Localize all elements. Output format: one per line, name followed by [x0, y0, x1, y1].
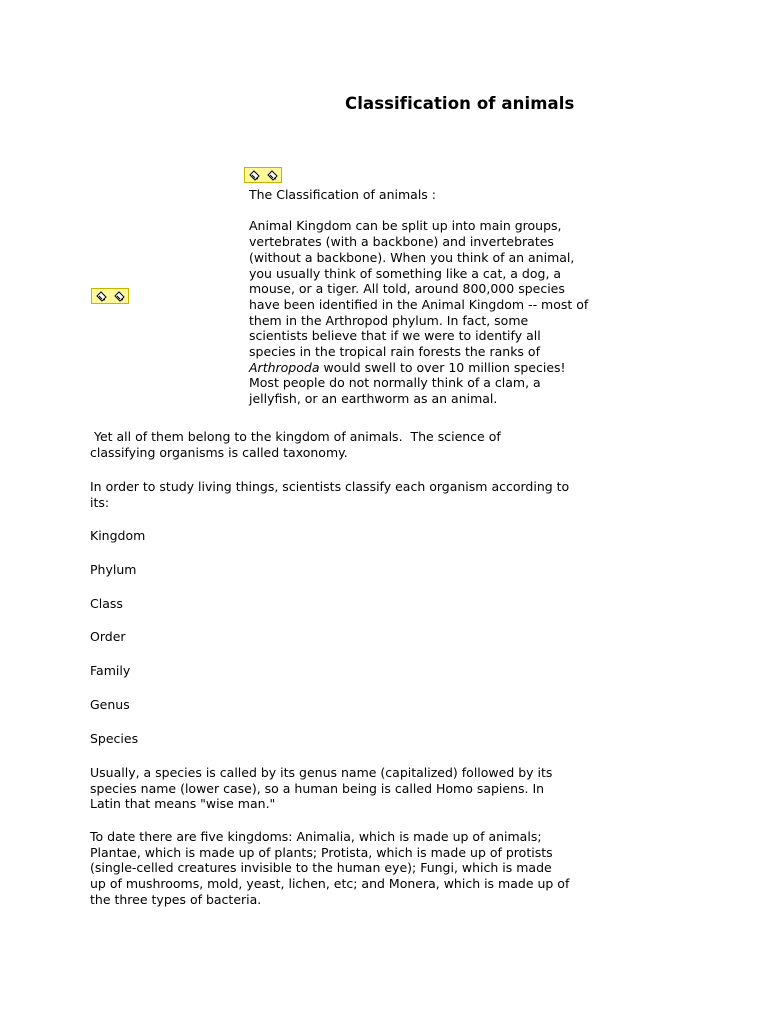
- rank-item: Class: [90, 596, 123, 611]
- rank-item: Genus: [90, 697, 130, 712]
- italic-term: Arthropoda: [249, 359, 320, 375]
- paragraph-kingdoms: To date there are five kingdoms: Animalia, which is made up of animals; Plantae, which is made up of plants; Protista, which is made up of protists (single-celled creatures invisible to the human eye); Fungi, which is made up of mushrooms, mold, yeast, lichen, etc; and Monera, which is made up of the three types of bacteria.: [90, 829, 570, 907]
- paragraph-taxonomy: Yet all of them belong to the kingdom of animals. The science of classifying organisms is called taxonomy.: [90, 429, 505, 460]
- broken-image-icon: [248, 169, 261, 182]
- paragraph-classify: In order to study living things, scientists classify each organism according to its:: [90, 479, 570, 510]
- rank-item: Family: [90, 663, 131, 678]
- intro-text: Animal Kingdom can be split up into main groups, vertebrates (with a backbone) and invertebrates (without a backbone). When you think of an animal, you usually think of something like a cat, a dog, a mouse, or a tiger. All told, around 800,000 species have been identified in the Animal Kingdom -- most of them in the Arthropod phylum. In fact, some scientists believe that if we were to identify all species in the tropical rain forests the ranks of: [249, 218, 589, 360]
- broken-image-icon: [95, 290, 108, 303]
- body-section-2: [90, 479, 590, 510]
- broken-image-icon: [266, 169, 279, 182]
- rank-item: Order: [90, 629, 126, 644]
- paragraph-species-name: Usually, a species is called by its genus name (capitalized) followed by its species name (lower case), so a human being is called Homo sapiens. In Latin that means "wise man.": [90, 765, 553, 812]
- page-title: Classification of animals: [345, 94, 575, 113]
- rank-item: Species: [90, 731, 139, 746]
- rank-item: Kingdom: [90, 528, 146, 543]
- intro-paragraph: [249, 218, 589, 406]
- broken-image-icon: [113, 290, 126, 303]
- intro-heading: The Classification of animals :: [249, 187, 436, 202]
- intro-section: [249, 187, 589, 407]
- body-section: [90, 429, 590, 460]
- rank-item: Phylum: [90, 562, 137, 577]
- broken-image-placeholder: [244, 167, 282, 183]
- broken-image-placeholder: [91, 288, 129, 304]
- intro-text-cont: would swell to over 10 million species! Most people do not normally think of a clam, a jellyfish, or an earthworm as an animal.: [249, 359, 566, 407]
